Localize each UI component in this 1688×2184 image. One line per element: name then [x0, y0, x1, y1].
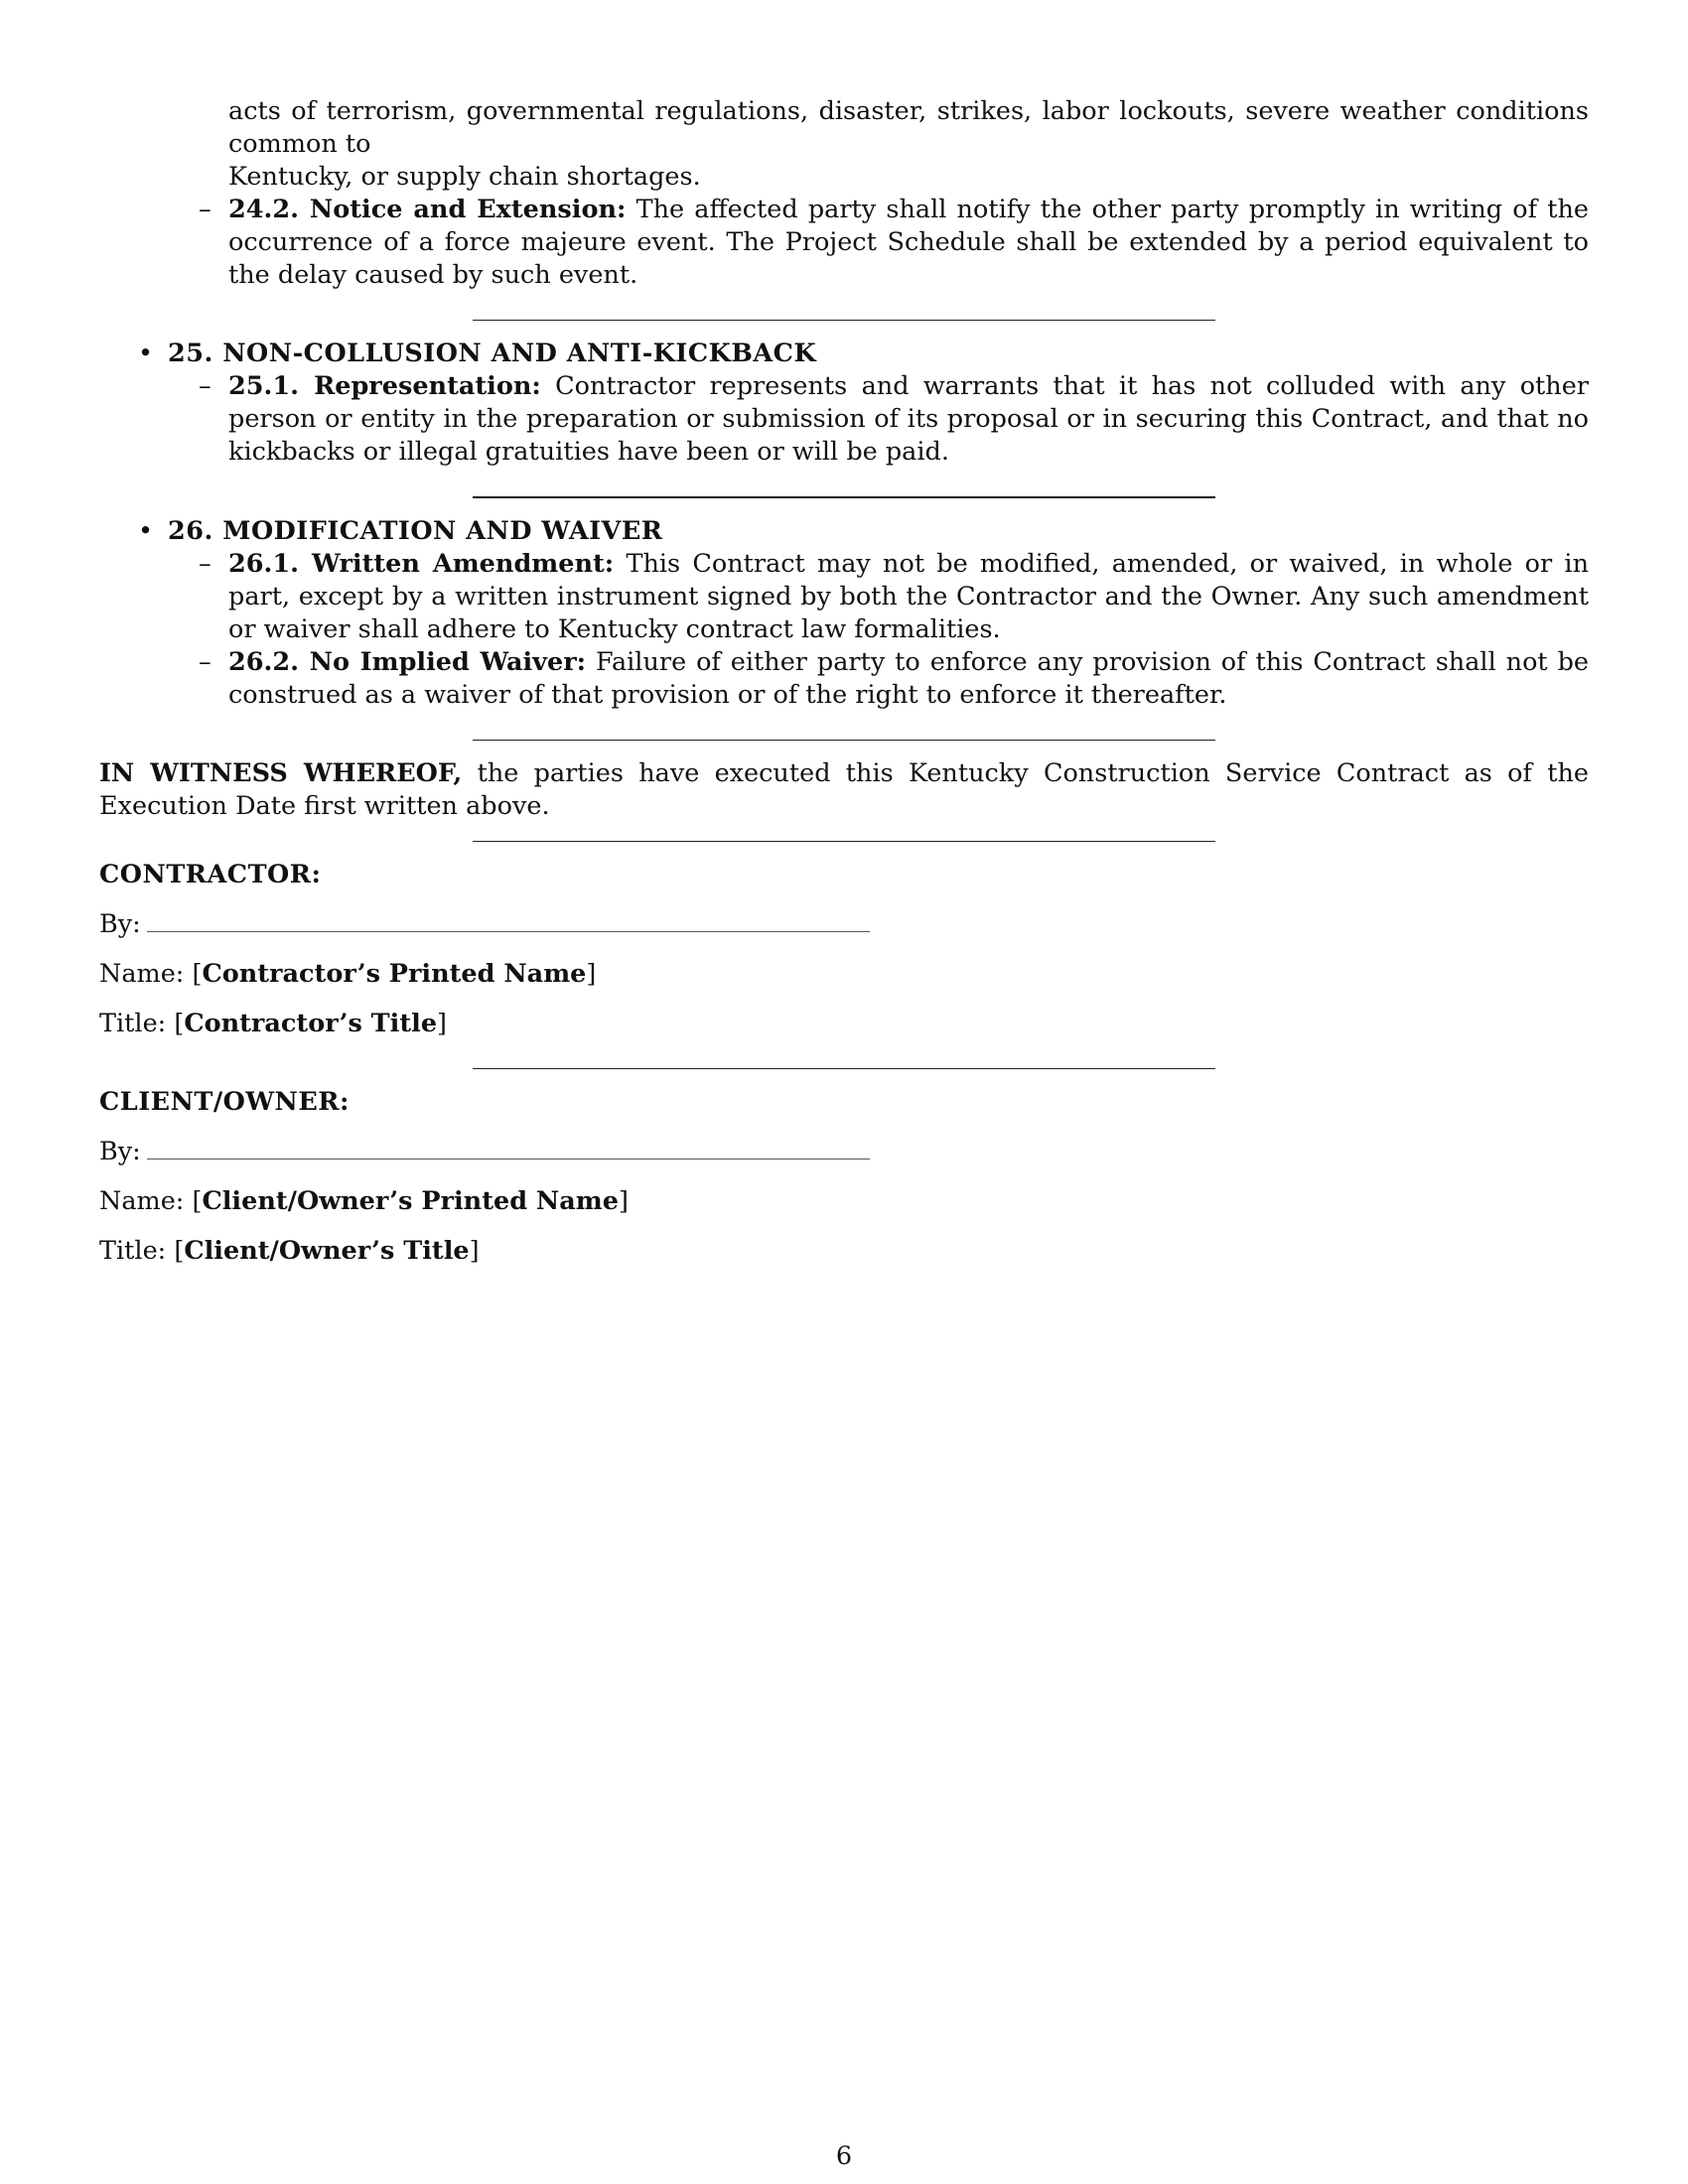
- clause-24-1-line-1: acts of terrorism, governmental regulations, disaster, strikes, labor lockouts, severe weather conditions common to: [228, 96, 1589, 159]
- bracket-open: [: [174, 1009, 185, 1038]
- bracket-close: ]: [586, 959, 597, 989]
- dash-marker: –: [199, 647, 211, 677]
- bracket-open: [: [174, 1236, 185, 1266]
- owner-name-row: [99, 1185, 1589, 1218]
- clause-24-2-label: 24.2. Notice and Extension:: [228, 195, 627, 224]
- witness-clause: [99, 757, 1589, 823]
- contractor-name-row: [99, 958, 1589, 991]
- clause-26-2: [199, 646, 1590, 712]
- bracket-open: [: [192, 959, 203, 989]
- owner-title-row: [99, 1235, 1589, 1268]
- dash-marker: –: [199, 549, 211, 579]
- dash-marker: –: [199, 195, 211, 224]
- bracket-open: [: [192, 1186, 203, 1216]
- owner-name-value: Client/Owner’s Printed Name: [202, 1186, 619, 1216]
- owner-signature-row: [99, 1136, 1589, 1168]
- clause-26-1-label: 26.1. Written Amendment:: [228, 549, 615, 579]
- contractor-title-row: [99, 1008, 1589, 1040]
- bracket-close: ]: [469, 1236, 480, 1266]
- witness-lead: IN WITNESS WHEREOF,: [99, 758, 463, 788]
- contractor-name-label: Name:: [99, 959, 193, 989]
- contractor-heading: CONTRACTOR:: [99, 860, 322, 889]
- section-25-heading: [138, 338, 1589, 370]
- clause-26-2-label: 26.2. No Implied Waiver:: [228, 647, 587, 677]
- owner-heading: CLIENT/OWNER:: [99, 1087, 350, 1117]
- page-number: 6: [835, 2141, 853, 2171]
- bracket-close: ]: [437, 1009, 447, 1038]
- witness-text: the parties have executed this Kentucky Construction Service Contract as of the Execution Date first written above.: [99, 758, 1589, 821]
- bracket-close: ]: [618, 1186, 629, 1216]
- bullet-marker: •: [138, 516, 154, 546]
- clause-26-1-text: This Contract may not be modified, amended, or waived, in whole or in part, except by a written instrument signed by both the Contractor and the Owner. Any such amendment or waiver shall adhere to Kentucky contract law formalities.: [228, 549, 1589, 644]
- section-26-heading: [138, 515, 1589, 548]
- contractor-name-value: Contractor’s Printed Name: [202, 959, 587, 989]
- contractor-signature-line[interactable]: [147, 909, 870, 932]
- owner-signature-line[interactable]: [147, 1137, 870, 1160]
- clause-24-2-text: The affected party shall notify the other party promptly in writing of the occurrence of a force majeure event. The Project Schedule shall be extended by a period equivalent to the delay caused by such event.: [228, 195, 1590, 290]
- clause-25-1-text: Contractor represents and warrants that it has not colluded with any other person or entity in the preparation or submission of its proposal or in securing this Contract, and that no kickbacks or illegal gratuities have been or will be paid.: [228, 371, 1589, 467]
- bullet-marker: •: [138, 339, 154, 368]
- owner-name-label: Name:: [99, 1186, 193, 1216]
- clause-24-1-continuation: [228, 95, 1589, 194]
- contractor-title-value: Contractor’s Title: [184, 1009, 438, 1038]
- clause-25-1: [199, 370, 1589, 469]
- contractor-by-label: By:: [99, 909, 141, 939]
- document-page: [99, 95, 1589, 1268]
- owner-title-label: Title:: [99, 1236, 175, 1266]
- clause-24-2: [199, 194, 1590, 292]
- contractor-signature-row: [99, 908, 1589, 941]
- owner-by-label: By:: [99, 1137, 141, 1166]
- dash-marker: –: [199, 371, 211, 401]
- owner-title-value: Client/Owner’s Title: [184, 1236, 470, 1266]
- clause-26-2-text: Failure of either party to enforce any provision of this Contract shall not be construed as a waiver of that provision or of the right to enforce it thereafter.: [228, 647, 1590, 710]
- clause-24-1-line-2: Kentucky, or supply chain shortages.: [228, 162, 701, 192]
- section-25-title: 25. NON-COLLUSION AND ANTI-KICKBACK: [168, 339, 817, 368]
- clause-26-1: [199, 548, 1589, 646]
- contractor-title-label: Title:: [99, 1009, 175, 1038]
- section-26-title: 26. MODIFICATION AND WAIVER: [168, 516, 663, 546]
- clause-25-1-label: 25.1. Representation:: [228, 371, 541, 401]
